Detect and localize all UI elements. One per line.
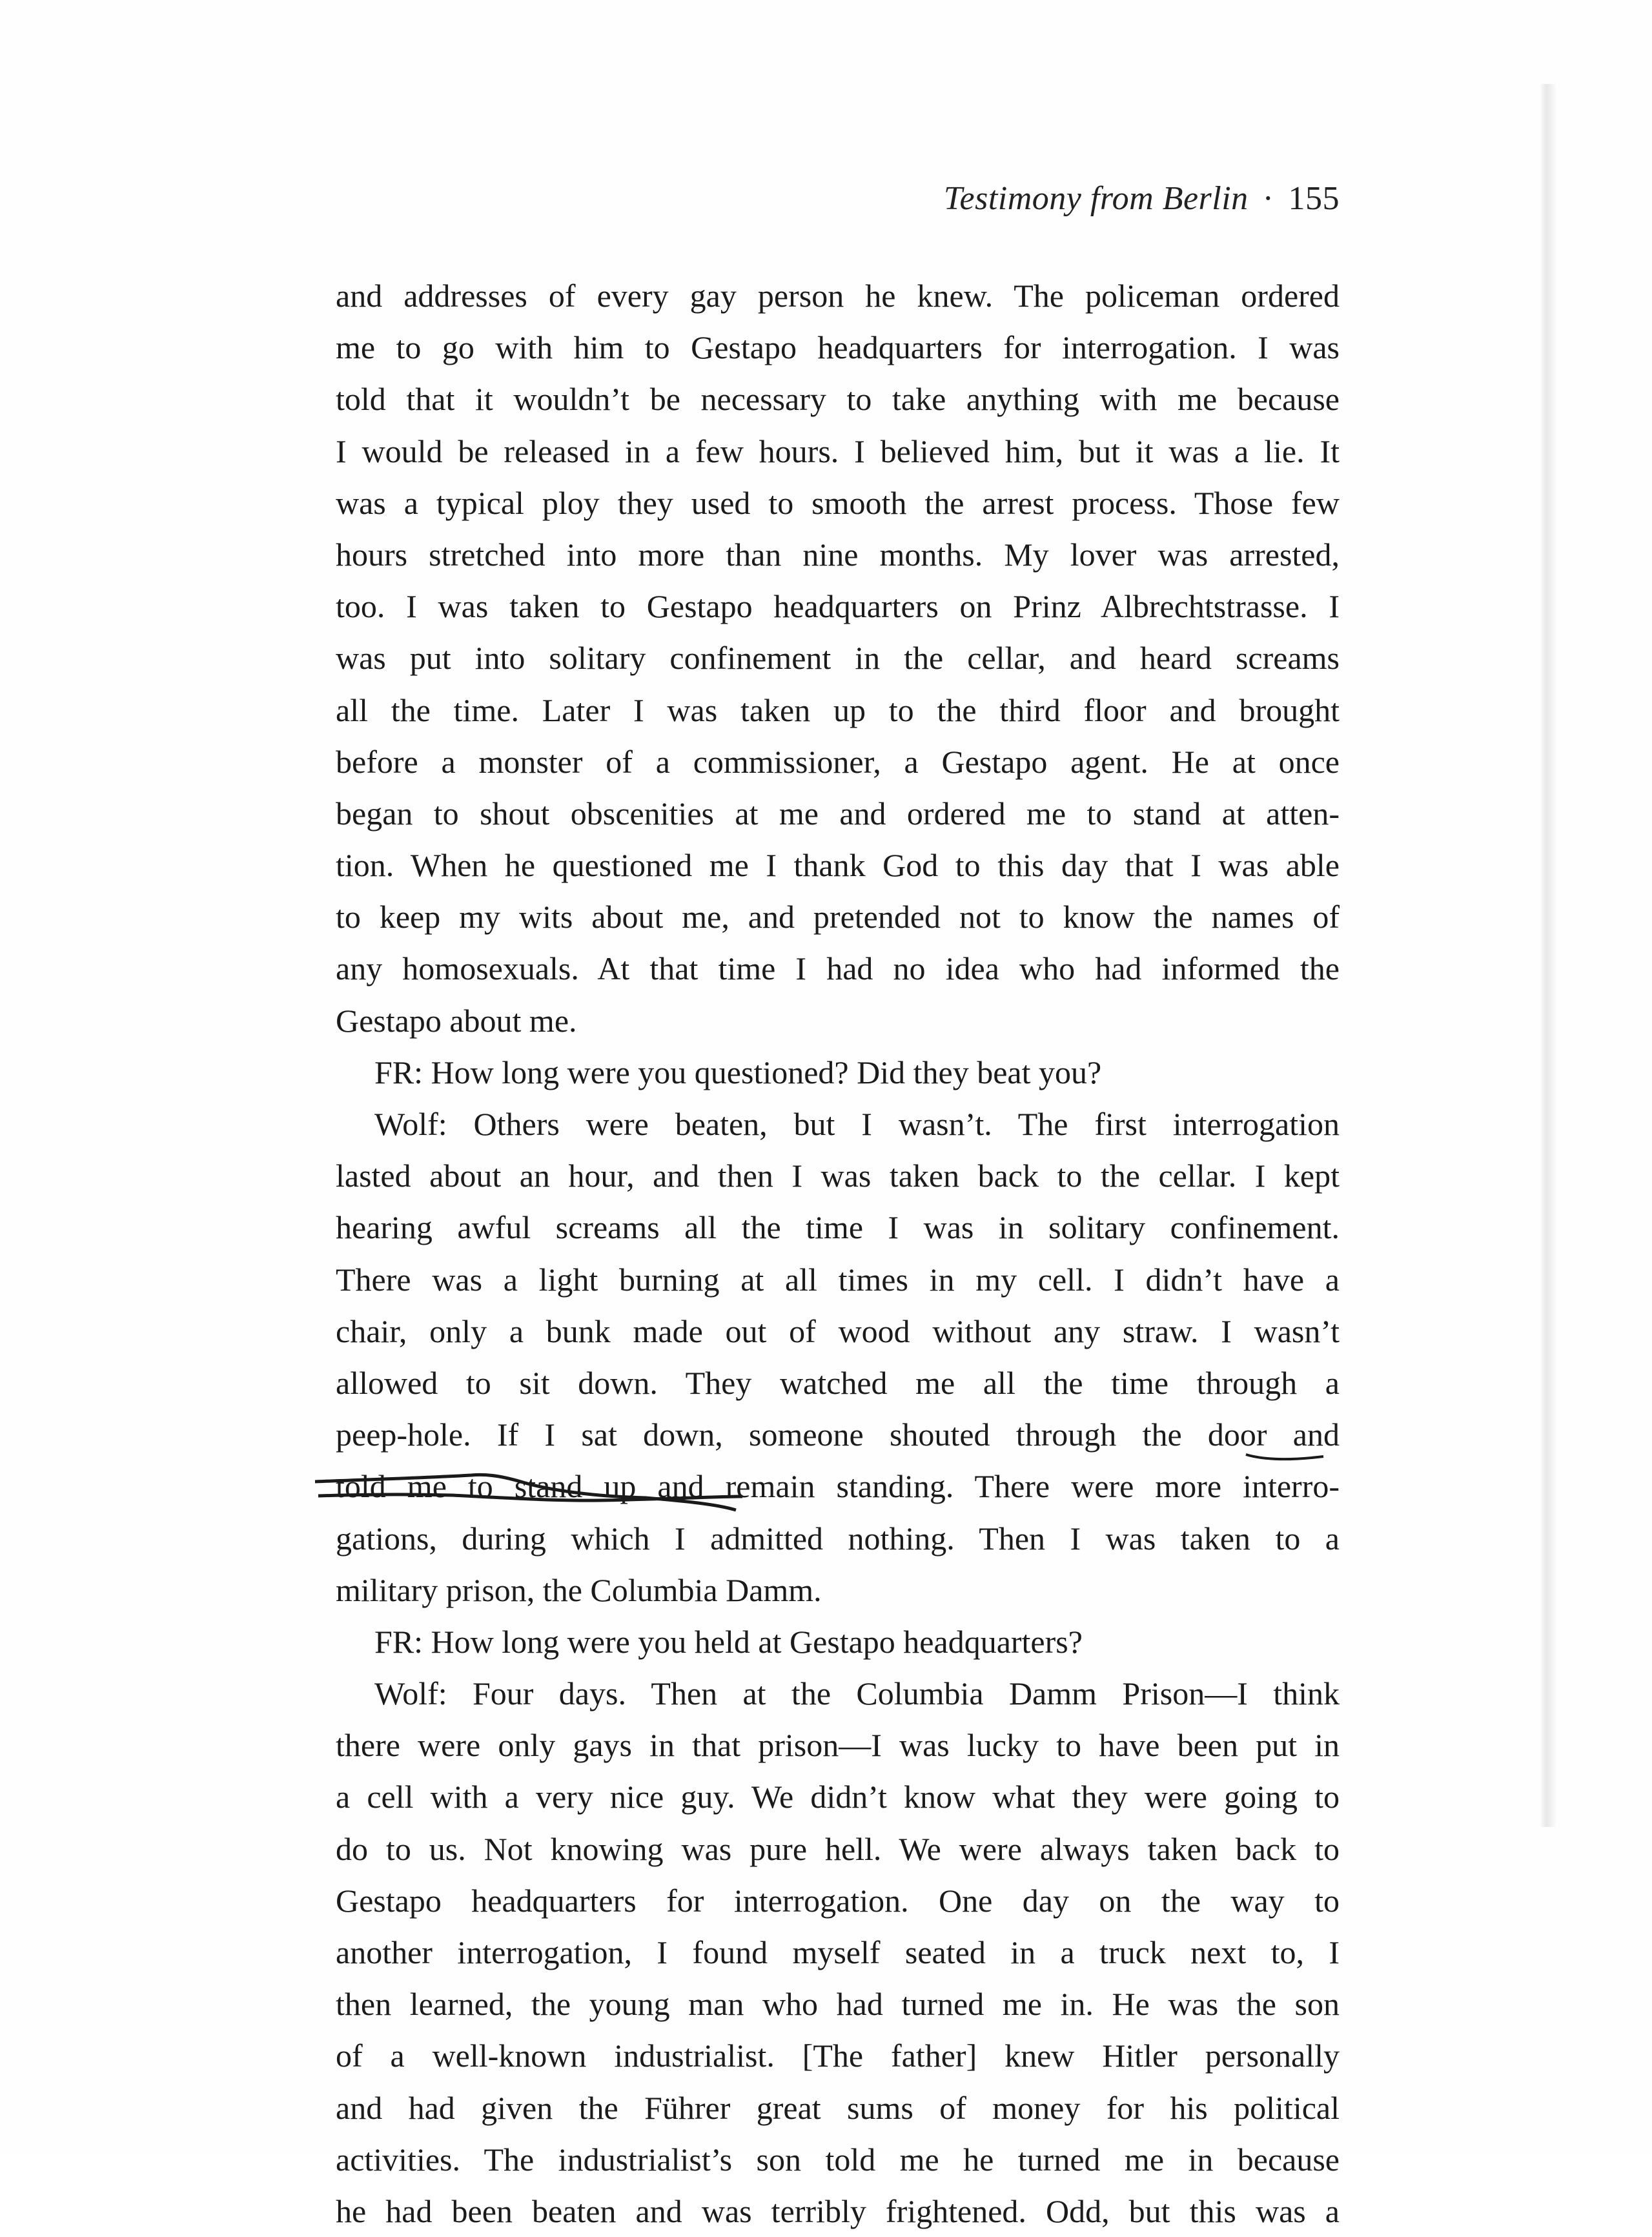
running-header: [839, 179, 1340, 218]
scan-shadow-edge: [1540, 84, 1556, 1827]
text-line: tion. When he questioned me I thank God to this day that I was able: [336, 847, 1340, 884]
text-line: and addresses of every gay person he knew. The policeman ordered: [336, 278, 1340, 314]
header-separator: ·: [1262, 180, 1274, 217]
page-number: 155: [1288, 180, 1340, 217]
body-text: [336, 270, 1340, 2237]
text-line: a cell with a very nice guy. We didn’t know what they were going to: [336, 1779, 1340, 1815]
text-line: me to go with him to Gestapo headquarters for interrogation. I was: [336, 329, 1340, 366]
text-line: there were only gays in that prison—I was lucky to have been put in: [336, 1727, 1340, 1764]
text-line: gations, during which I admitted nothing. Then I was taken to a: [336, 1520, 1340, 1557]
text-line: was put into solitary confinement in the cellar, and heard screams: [336, 640, 1340, 677]
text-line: peep-hole. If I sat down, someone shouted through the door and: [336, 1416, 1340, 1453]
running-title: Testimony from Berlin: [943, 180, 1249, 217]
text-line: too. I was taken to Gestapo headquarters on Prinz Albrechtstrasse. I: [336, 588, 1340, 625]
text-line: any homosexuals. At that time I had no idea who had informed the: [336, 950, 1340, 987]
text-line: hearing awful screams all the time I was in solitary confinement.: [336, 1209, 1340, 1246]
text-line: told me to stand up and remain standing. There were more interro-: [336, 1468, 1340, 1505]
text-line: Wolf: Others were beaten, but I wasn’t. The first interrogation: [374, 1106, 1340, 1142]
text-line: do to us. Not knowing was pure hell. We were always taken back to: [336, 1830, 1340, 1867]
text-line: lasted about an hour, and then I was taken back to the cellar. I kept: [336, 1158, 1340, 1194]
text-line: he had been beaten and was terribly frightened. Odd, but this was a: [336, 2192, 1340, 2229]
text-line: activities. The industrialist’s son told me he turned me in because: [336, 2141, 1340, 2178]
text-line: There was a light burning at all times in my cell. I didn’t have a: [336, 1261, 1340, 1298]
text-line: Wolf: Four days. Then at the Columbia Damm Prison—I think: [374, 1675, 1340, 1712]
text-line: FR: How long were you questioned? Did they beat you?: [374, 1054, 1102, 1090]
text-line: and had given the Führer great sums of money for his political: [336, 2089, 1340, 2126]
text-line: military prison, the Columbia Damm.: [336, 1571, 822, 1608]
text-line: of a well-known industrialist. [The father] knew Hitler personally: [336, 2038, 1340, 2074]
text-line: hours stretched into more than nine months. My lover was arrested,: [336, 536, 1340, 573]
text-line: Gestapo about me.: [336, 1002, 577, 1039]
text-line: to keep my wits about me, and pretended not to know the names of: [336, 899, 1340, 935]
text-line: was a typical ploy they used to smooth the arrest process. Those few: [336, 484, 1340, 521]
text-line: allowed to sit down. They watched me all the time through a: [336, 1364, 1340, 1401]
text-line: before a monster of a commissioner, a Gestapo agent. He at once: [336, 743, 1340, 780]
text-line: all the time. Later I was taken up to the third floor and brought: [336, 691, 1340, 728]
text-line: then learned, the young man who had turned me in. He was the son: [336, 1986, 1340, 2023]
text-line: I would be released in a few hours. I believed him, but it was a lie. It: [336, 433, 1340, 469]
text-line: FR: How long were you held at Gestapo headquarters?: [374, 1623, 1083, 1660]
text-line: Gestapo headquarters for interrogation. One day on the way to: [336, 1882, 1340, 1919]
text-line: told that it wouldn’t be necessary to take anything with me because: [336, 381, 1340, 418]
text-line: another interrogation, I found myself seated in a truck next to, I: [336, 1934, 1340, 1970]
text-line: chair, only a bunk made out of wood without any straw. I wasn’t: [336, 1313, 1340, 1349]
text-line: began to shout obscenities at me and ordered me to stand at atten-: [336, 795, 1340, 832]
